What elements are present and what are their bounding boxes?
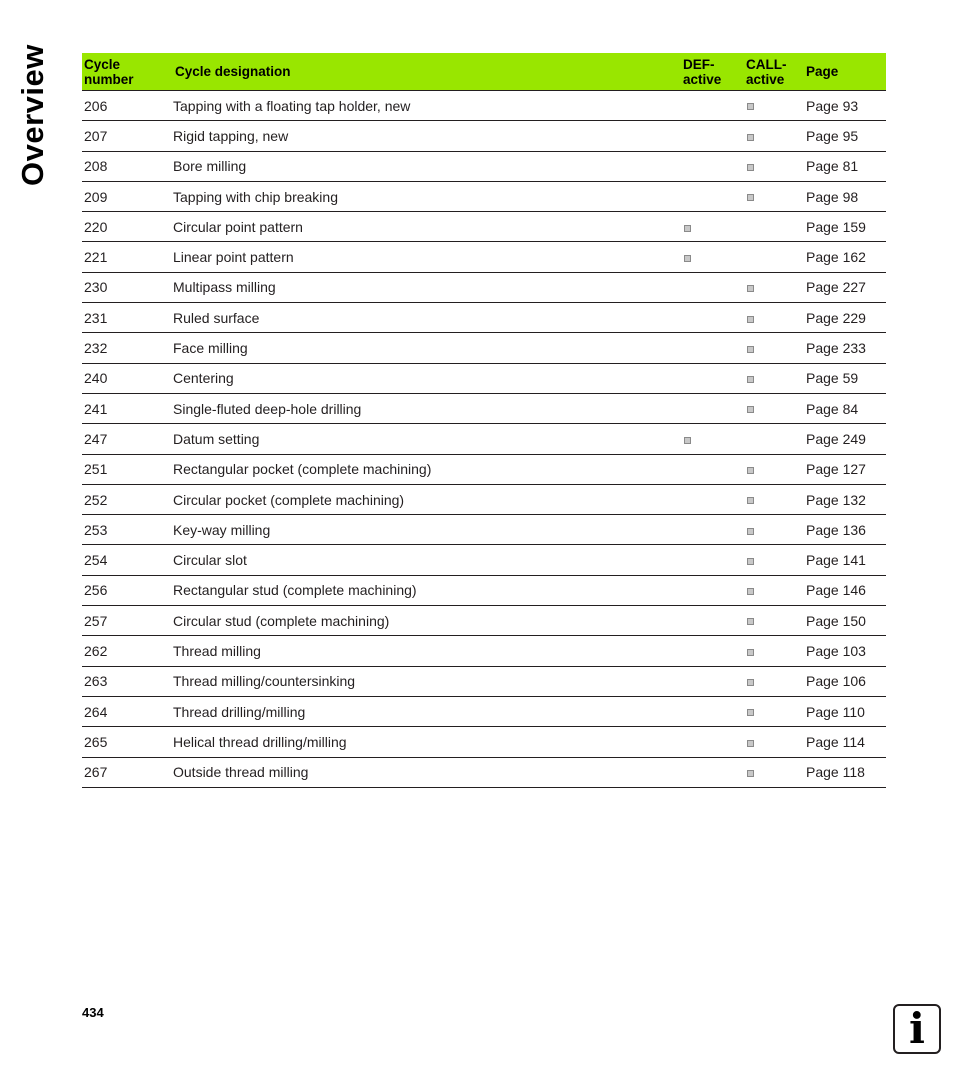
cycle-number: 206 xyxy=(82,91,168,121)
cycle-number: 251 xyxy=(82,454,168,484)
def-active-cell xyxy=(681,727,744,757)
page-reference[interactable]: Page 103 xyxy=(804,636,886,666)
call-active-marker-icon xyxy=(747,346,754,353)
cycle-designation: Circular stud (complete machining) xyxy=(168,606,681,636)
cycle-number: 256 xyxy=(82,575,168,605)
call-active-marker-icon xyxy=(747,649,754,656)
section-title: Overview xyxy=(15,44,50,186)
call-active-cell xyxy=(744,181,804,211)
cycle-designation: Circular slot xyxy=(168,545,681,575)
cycle-number: 241 xyxy=(82,393,168,423)
def-active-marker-icon xyxy=(684,437,691,444)
call-active-cell xyxy=(744,606,804,636)
cycle-number: 240 xyxy=(82,363,168,393)
table-row xyxy=(82,484,886,514)
header-def-active: DEF- active xyxy=(681,53,744,91)
cycle-designation: Rigid tapping, new xyxy=(168,121,681,151)
cycle-overview-table xyxy=(82,53,886,788)
table-header-row xyxy=(82,53,886,91)
cycle-number: 262 xyxy=(82,636,168,666)
call-active-cell xyxy=(744,696,804,726)
def-active-cell xyxy=(681,454,744,484)
call-active-cell xyxy=(744,393,804,423)
call-active-cell xyxy=(744,151,804,181)
cycle-designation: Bore milling xyxy=(168,151,681,181)
cycle-number: 267 xyxy=(82,757,168,787)
page-reference[interactable]: Page 146 xyxy=(804,575,886,605)
page-reference[interactable]: Page 159 xyxy=(804,212,886,242)
page-reference[interactable]: Page 233 xyxy=(804,333,886,363)
call-active-cell xyxy=(744,575,804,605)
cycle-number: 207 xyxy=(82,121,168,151)
def-active-cell xyxy=(681,424,744,454)
page-reference[interactable]: Page 136 xyxy=(804,515,886,545)
def-active-cell xyxy=(681,151,744,181)
call-active-cell xyxy=(744,636,804,666)
def-active-cell xyxy=(681,91,744,121)
def-active-cell xyxy=(681,696,744,726)
cycle-designation: Single-fluted deep-hole drilling xyxy=(168,393,681,423)
cycle-designation: Face milling xyxy=(168,333,681,363)
info-icon[interactable] xyxy=(893,1004,941,1054)
def-active-marker-icon xyxy=(684,255,691,262)
cycle-number: 220 xyxy=(82,212,168,242)
page-reference[interactable]: Page 84 xyxy=(804,393,886,423)
table-row xyxy=(82,181,886,211)
cycle-designation: Helical thread drilling/milling xyxy=(168,727,681,757)
table-row xyxy=(82,121,886,151)
table-row xyxy=(82,575,886,605)
cycle-number: 208 xyxy=(82,151,168,181)
table-row xyxy=(82,151,886,181)
call-active-marker-icon xyxy=(747,679,754,686)
page-reference[interactable]: Page 229 xyxy=(804,303,886,333)
cycle-designation: Circular pocket (complete machining) xyxy=(168,484,681,514)
call-active-marker-icon xyxy=(747,618,754,625)
page-reference[interactable]: Page 162 xyxy=(804,242,886,272)
cycle-number: 264 xyxy=(82,696,168,726)
call-active-marker-icon xyxy=(747,497,754,504)
def-active-cell xyxy=(681,606,744,636)
call-active-cell xyxy=(744,242,804,272)
def-active-cell xyxy=(681,575,744,605)
call-active-marker-icon xyxy=(747,316,754,323)
call-active-cell xyxy=(744,757,804,787)
page-reference[interactable]: Page 114 xyxy=(804,727,886,757)
cycle-number: 221 xyxy=(82,242,168,272)
cycle-designation: Tapping with a floating tap holder, new xyxy=(168,91,681,121)
page-reference[interactable]: Page 110 xyxy=(804,696,886,726)
def-active-cell xyxy=(681,303,744,333)
cycle-designation: Rectangular pocket (complete machining) xyxy=(168,454,681,484)
cycle-designation: Ruled surface xyxy=(168,303,681,333)
cycle-designation: Multipass milling xyxy=(168,272,681,302)
cycle-designation: Thread milling/countersinking xyxy=(168,666,681,696)
table-row xyxy=(82,454,886,484)
cycle-number: 232 xyxy=(82,333,168,363)
table-row xyxy=(82,393,886,423)
call-active-cell xyxy=(744,454,804,484)
table-row xyxy=(82,303,886,333)
table-row xyxy=(82,545,886,575)
call-active-cell xyxy=(744,515,804,545)
cycle-designation: Rectangular stud (complete machining) xyxy=(168,575,681,605)
page-reference[interactable]: Page 95 xyxy=(804,121,886,151)
call-active-marker-icon xyxy=(747,103,754,110)
call-active-marker-icon xyxy=(747,134,754,141)
call-active-marker-icon xyxy=(747,376,754,383)
cycle-designation: Centering xyxy=(168,363,681,393)
call-active-cell xyxy=(744,666,804,696)
cycle-number: 265 xyxy=(82,727,168,757)
def-active-cell xyxy=(681,666,744,696)
call-active-cell xyxy=(744,424,804,454)
call-active-marker-icon xyxy=(747,467,754,474)
call-active-marker-icon xyxy=(747,770,754,777)
def-active-cell xyxy=(681,757,744,787)
cycle-number: 231 xyxy=(82,303,168,333)
call-active-cell xyxy=(744,333,804,363)
cycle-number: 247 xyxy=(82,424,168,454)
call-active-marker-icon xyxy=(747,194,754,201)
def-active-cell xyxy=(681,333,744,363)
cycle-designation: Datum setting xyxy=(168,424,681,454)
cycle-number: 253 xyxy=(82,515,168,545)
cycle-number: 209 xyxy=(82,181,168,211)
page-reference[interactable]: Page 81 xyxy=(804,151,886,181)
cycle-number: 230 xyxy=(82,272,168,302)
page-reference[interactable]: Page 106 xyxy=(804,666,886,696)
cycle-designation: Thread drilling/milling xyxy=(168,696,681,726)
call-active-marker-icon xyxy=(747,528,754,535)
page-reference[interactable]: Page 98 xyxy=(804,181,886,211)
info-glyph: i xyxy=(909,1004,925,1053)
call-active-cell xyxy=(744,272,804,302)
def-active-cell xyxy=(681,121,744,151)
call-active-cell xyxy=(744,545,804,575)
page-reference[interactable]: Page 227 xyxy=(804,272,886,302)
page-reference[interactable]: Page 118 xyxy=(804,757,886,787)
header-cycle-number: Cycle number xyxy=(82,53,168,91)
def-active-cell xyxy=(681,393,744,423)
call-active-marker-icon xyxy=(747,558,754,565)
table-row xyxy=(82,363,886,393)
def-active-cell xyxy=(681,515,744,545)
def-active-cell xyxy=(681,242,744,272)
call-active-cell xyxy=(744,121,804,151)
call-active-marker-icon xyxy=(747,740,754,747)
header-call-active: CALL- active xyxy=(744,53,804,91)
cycle-designation: Thread milling xyxy=(168,636,681,666)
cycle-designation: Tapping with chip breaking xyxy=(168,181,681,211)
table-row xyxy=(82,515,886,545)
page-reference[interactable]: Page 132 xyxy=(804,484,886,514)
cycle-number: 263 xyxy=(82,666,168,696)
def-active-cell xyxy=(681,545,744,575)
call-active-marker-icon xyxy=(747,164,754,171)
table-row xyxy=(82,272,886,302)
call-active-cell xyxy=(744,363,804,393)
def-active-cell xyxy=(681,181,744,211)
table-row xyxy=(82,424,886,454)
page-reference[interactable]: Page 249 xyxy=(804,424,886,454)
call-active-marker-icon xyxy=(747,709,754,716)
def-active-marker-icon xyxy=(684,225,691,232)
call-active-marker-icon xyxy=(747,406,754,413)
cycle-number: 252 xyxy=(82,484,168,514)
cycle-number: 257 xyxy=(82,606,168,636)
call-active-cell xyxy=(744,212,804,242)
call-active-cell xyxy=(744,91,804,121)
page-reference[interactable]: Page 93 xyxy=(804,91,886,121)
def-active-cell xyxy=(681,212,744,242)
table-row xyxy=(82,696,886,726)
table-row xyxy=(82,757,886,787)
call-active-cell xyxy=(744,727,804,757)
cycle-designation: Linear point pattern xyxy=(168,242,681,272)
cycle-designation: Circular point pattern xyxy=(168,212,681,242)
page-number: 434 xyxy=(82,1005,104,1020)
page-reference[interactable]: Page 150 xyxy=(804,606,886,636)
cycle-number: 254 xyxy=(82,545,168,575)
page-reference[interactable]: Page 141 xyxy=(804,545,886,575)
def-active-cell xyxy=(681,363,744,393)
page-reference[interactable]: Page 127 xyxy=(804,454,886,484)
cycle-designation: Key-way milling xyxy=(168,515,681,545)
table-row xyxy=(82,606,886,636)
def-active-cell xyxy=(681,484,744,514)
table-row xyxy=(82,242,886,272)
header-cycle-designation: Cycle designation xyxy=(168,53,681,91)
table-row xyxy=(82,91,886,121)
header-page: Page xyxy=(804,53,886,91)
call-active-marker-icon xyxy=(747,588,754,595)
def-active-cell xyxy=(681,636,744,666)
table-row xyxy=(82,333,886,363)
cycle-designation: Outside thread milling xyxy=(168,757,681,787)
table-row xyxy=(82,212,886,242)
call-active-cell xyxy=(744,484,804,514)
page-reference[interactable]: Page 59 xyxy=(804,363,886,393)
table-row xyxy=(82,666,886,696)
call-active-marker-icon xyxy=(747,285,754,292)
call-active-cell xyxy=(744,303,804,333)
table-row xyxy=(82,727,886,757)
def-active-cell xyxy=(681,272,744,302)
table-row xyxy=(82,636,886,666)
